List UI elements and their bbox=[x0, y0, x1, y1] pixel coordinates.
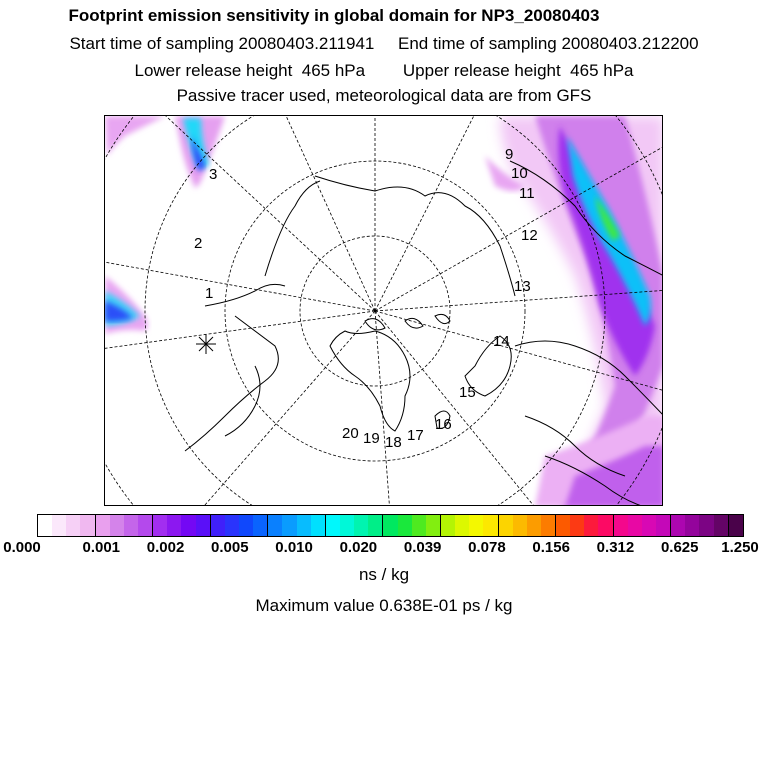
colorbar-tick-label: 0.001 bbox=[82, 539, 121, 556]
colorbar-swatch bbox=[527, 515, 541, 536]
trajectory-label: 19 bbox=[363, 430, 380, 447]
trajectory-label: 3 bbox=[209, 166, 218, 183]
colorbar-swatch bbox=[642, 515, 656, 536]
trajectory-label: 11 bbox=[519, 185, 535, 202]
colorbar-swatch bbox=[455, 515, 469, 536]
colorbar-swatch bbox=[671, 515, 685, 536]
trajectory-label: 14 bbox=[493, 333, 510, 350]
colorbar-swatch bbox=[253, 515, 268, 536]
colorbar-swatch bbox=[167, 515, 181, 536]
coastline-greenland bbox=[330, 331, 410, 431]
colorbar-swatch bbox=[354, 515, 368, 536]
colorbar-swatch bbox=[297, 515, 311, 536]
colorbar-swatch bbox=[153, 515, 167, 536]
colorbar-swatch bbox=[441, 515, 455, 536]
asterisk-icon bbox=[196, 334, 216, 354]
meridian bbox=[195, 116, 375, 311]
footprint-map bbox=[104, 115, 663, 506]
colorbar-swatch bbox=[584, 515, 598, 536]
colorbar-swatch bbox=[541, 515, 556, 536]
colorbar-swatch bbox=[483, 515, 498, 536]
sampling-times: Start time of sampling 20080403.211941 End time of sampling 20080403.212200 bbox=[69, 34, 699, 53]
colorbar-ticks bbox=[0, 539, 768, 559]
colorbar-tick-label: 0.312 bbox=[596, 539, 635, 556]
coastline-canada bbox=[185, 316, 278, 451]
trajectory-label: 18 bbox=[385, 434, 402, 451]
colorbar-swatch bbox=[412, 515, 426, 536]
trajectory-label: 20 bbox=[342, 425, 359, 442]
colorbar-tick-label: 0.625 bbox=[660, 539, 699, 556]
colorbar-swatch bbox=[66, 515, 80, 536]
colorbar-swatch bbox=[326, 515, 340, 536]
colorbar-swatch bbox=[38, 515, 52, 536]
colorbar-swatch bbox=[614, 515, 628, 536]
colorbar-tick-label: 0.039 bbox=[403, 539, 442, 556]
colorbar-swatch bbox=[426, 515, 441, 536]
trajectory-label: 2 bbox=[194, 235, 203, 252]
colorbar-swatch bbox=[685, 515, 699, 536]
colorbar-swatch bbox=[556, 515, 570, 536]
trajectory-label: 16 bbox=[435, 416, 452, 433]
trajectory-label: 13 bbox=[514, 278, 531, 295]
trajectory-label: 17 bbox=[407, 427, 424, 444]
coastline-siberia bbox=[315, 176, 515, 296]
coastline-islands bbox=[365, 314, 450, 330]
colorbar-tick-label: 0.000 bbox=[3, 539, 41, 556]
trajectory-label: 1 bbox=[205, 285, 214, 302]
colorbar-swatch bbox=[311, 515, 326, 536]
trajectory-label: 9 bbox=[505, 146, 514, 163]
map-canvas bbox=[105, 116, 663, 506]
colorbar-swatch bbox=[656, 515, 671, 536]
colorbar-tick-label: 0.002 bbox=[146, 539, 185, 556]
colorbar-swatch bbox=[628, 515, 642, 536]
colorbar-swatch bbox=[110, 515, 124, 536]
colorbar-swatch bbox=[124, 515, 138, 536]
colorbar-swatch bbox=[196, 515, 211, 536]
colorbar-swatch bbox=[268, 515, 282, 536]
colorbar-tick-label: 0.156 bbox=[532, 539, 570, 556]
colorbar-swatch bbox=[570, 515, 584, 536]
coastline-alaska bbox=[205, 181, 320, 306]
colorbar-swatch bbox=[513, 515, 527, 536]
colorbar-swatch bbox=[138, 515, 153, 536]
colorbar-swatch bbox=[383, 515, 397, 536]
tracer-note: Passive tracer used, meteorological data are from GFS bbox=[176, 86, 592, 105]
colorbar bbox=[37, 514, 744, 537]
colorbar-swatch bbox=[80, 515, 95, 536]
trajectory-label: 10 bbox=[511, 165, 528, 182]
colorbar-tick-label: 1.250 bbox=[721, 539, 759, 556]
plume-upper-left bbox=[105, 116, 165, 156]
colorbar-swatch bbox=[499, 515, 513, 536]
meridian bbox=[375, 311, 405, 506]
colorbar-swatch bbox=[714, 515, 729, 536]
colorbar-tick-label: 0.078 bbox=[468, 539, 506, 556]
meridian bbox=[105, 311, 375, 506]
sensitivity-field bbox=[105, 116, 663, 506]
colorbar-swatch bbox=[340, 515, 354, 536]
colorbar-swatch bbox=[211, 515, 225, 536]
colorbar-swatch bbox=[368, 515, 383, 536]
colorbar-tick-label: 0.005 bbox=[211, 539, 249, 556]
colorbar-tick-label: 0.010 bbox=[275, 539, 313, 556]
colorbar-swatch bbox=[598, 515, 613, 536]
trajectory-labels bbox=[194, 146, 538, 451]
colorbar-units: ns / kg bbox=[358, 565, 410, 584]
colorbar-swatch bbox=[225, 515, 239, 536]
colorbar-tick-label: 0.020 bbox=[339, 539, 378, 556]
colorbar-swatch bbox=[96, 515, 110, 536]
trajectory-label: 15 bbox=[459, 384, 476, 401]
trajectory-label: 12 bbox=[521, 227, 538, 244]
meridian bbox=[105, 116, 375, 311]
maximum-value: Maximum value 0.638E-01 ps / kg bbox=[255, 596, 513, 615]
colorbar-swatch bbox=[52, 515, 66, 536]
colorbar-swatch bbox=[282, 515, 296, 536]
colorbar-swatch bbox=[699, 515, 713, 536]
colorbar-swatch bbox=[729, 515, 743, 536]
release-heights: Lower release height 465 hPa Upper release height 465 hPa bbox=[134, 61, 634, 80]
colorbar-swatch bbox=[239, 515, 253, 536]
colorbar-swatch bbox=[398, 515, 412, 536]
plot-title: Footprint emission sensitivity in global domain for NP3_20080403 bbox=[68, 6, 600, 25]
colorbar-swatch bbox=[469, 515, 483, 536]
colorbar-swatch bbox=[181, 515, 195, 536]
